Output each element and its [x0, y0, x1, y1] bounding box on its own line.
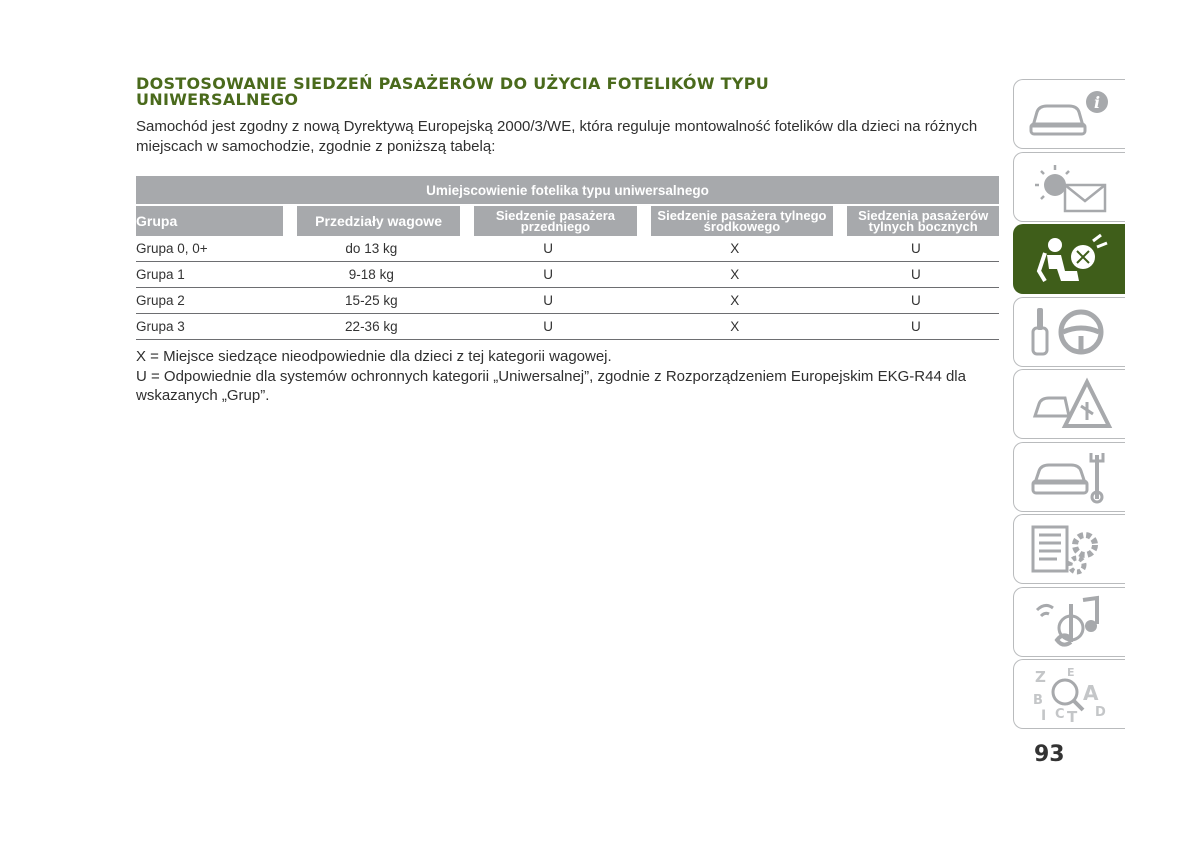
table-row	[136, 288, 999, 314]
intro-paragraph: Samochód jest zgodny z nową Dyrektywą Europejską 2000/3/WE, która reguluje montowalność fotelików dla dzieci na różnych miejscach w samochodzie, zgodnie z poniższą tabelą:	[136, 118, 978, 155]
index-letter-i: I	[1040, 708, 1046, 722]
cell-front: U	[543, 241, 554, 256]
table-row	[136, 262, 999, 288]
tab-index[interactable]	[1013, 659, 1125, 729]
tab-technical-data[interactable]	[1013, 514, 1125, 584]
car-info-icon	[1027, 86, 1113, 142]
cell-rear-center: X	[730, 293, 740, 308]
cell-rear-center: X	[730, 267, 740, 282]
cell-weight: do 13 kg	[345, 241, 398, 256]
note-u: U = Odpowiednie dla systemów ochronnych kategorii „Uniwersalnej”, zgodnie z Rozporządzeniem Europejskim EKG-R44 dla wskazanych „Grup”.	[136, 367, 966, 404]
header-group: Grupa	[136, 206, 283, 236]
cell-rear-center: X	[730, 319, 740, 334]
index-letter-d: D	[1094, 705, 1106, 720]
seat-safety-icon	[1027, 231, 1113, 287]
index-letter-t: T	[1066, 708, 1077, 722]
tab-seat-safety[interactable]	[1013, 224, 1125, 294]
index-letter-a: A	[1082, 681, 1098, 705]
multimedia-icon	[1027, 594, 1113, 650]
page-number: 93	[1034, 742, 1065, 767]
emergency-triangle-icon	[1027, 376, 1113, 432]
cell-weight: 9-18 kg	[348, 267, 394, 282]
table-row	[136, 314, 999, 340]
tab-maintenance[interactable]	[1013, 442, 1125, 512]
header-rear-center: Siedzenie pasażera tylnego środkowego	[651, 206, 833, 236]
index-letter-e: E	[1066, 666, 1075, 679]
tab-multimedia[interactable]	[1013, 587, 1125, 657]
car-maintenance-icon	[1027, 449, 1113, 505]
table-notes	[136, 347, 1006, 406]
tab-key-steering[interactable]	[1013, 297, 1125, 367]
cell-group: Grupa 3	[136, 319, 185, 334]
cell-rear-side: U	[911, 267, 921, 282]
table-header-row	[136, 206, 999, 236]
header-weight: Przedziały wagowe	[297, 206, 459, 236]
index-letter-z: Z	[1034, 668, 1046, 686]
tab-warning-lights[interactable]	[1013, 152, 1125, 222]
cell-group: Grupa 0, 0+	[136, 241, 208, 256]
cell-weight: 15-25 kg	[345, 293, 398, 308]
header-rear-side: Siedzenia pasażerów tylnych bocznych	[847, 206, 999, 236]
cell-rear-center: X	[730, 241, 740, 256]
note-x: X = Miejsce siedzące nieodpowiednie dla dzieci z tej kategorii wagowej.	[136, 348, 612, 365]
key-steering-wheel-icon	[1027, 304, 1113, 360]
cell-weight: 22-36 kg	[345, 319, 398, 334]
svg-text:i: i	[1093, 93, 1100, 112]
cell-group: Grupa 2	[136, 293, 185, 308]
table-row	[136, 236, 999, 262]
cell-front: U	[543, 319, 554, 334]
section-title: DOSTOSOWANIE SIEDZEŃ PASAŻERÓW DO UŻYCIA FOTELIKÓW TYPU UNIWERSALNEGO	[136, 74, 770, 109]
tab-emergency[interactable]	[1013, 369, 1125, 439]
index-letter-b: B	[1032, 693, 1043, 708]
tab-car-info[interactable]	[1013, 79, 1125, 149]
index-letter-c: C	[1054, 707, 1065, 722]
cell-front: U	[543, 293, 554, 308]
cell-rear-side: U	[911, 293, 921, 308]
child-seat-table	[136, 176, 999, 340]
chapter-tabs	[1013, 79, 1125, 732]
alphabetical-index-icon	[1027, 666, 1113, 722]
table-caption: Umiejscowienie fotelika typu uniwersalnego	[136, 176, 999, 206]
cell-front: U	[543, 267, 554, 282]
header-front-seat: Siedzenie pasażera przedniego	[474, 206, 636, 236]
technical-data-icon	[1027, 521, 1113, 577]
cell-group: Grupa 1	[136, 267, 185, 282]
warning-lights-icon	[1027, 159, 1113, 215]
cell-rear-side: U	[911, 241, 921, 256]
cell-rear-side: U	[911, 319, 921, 334]
